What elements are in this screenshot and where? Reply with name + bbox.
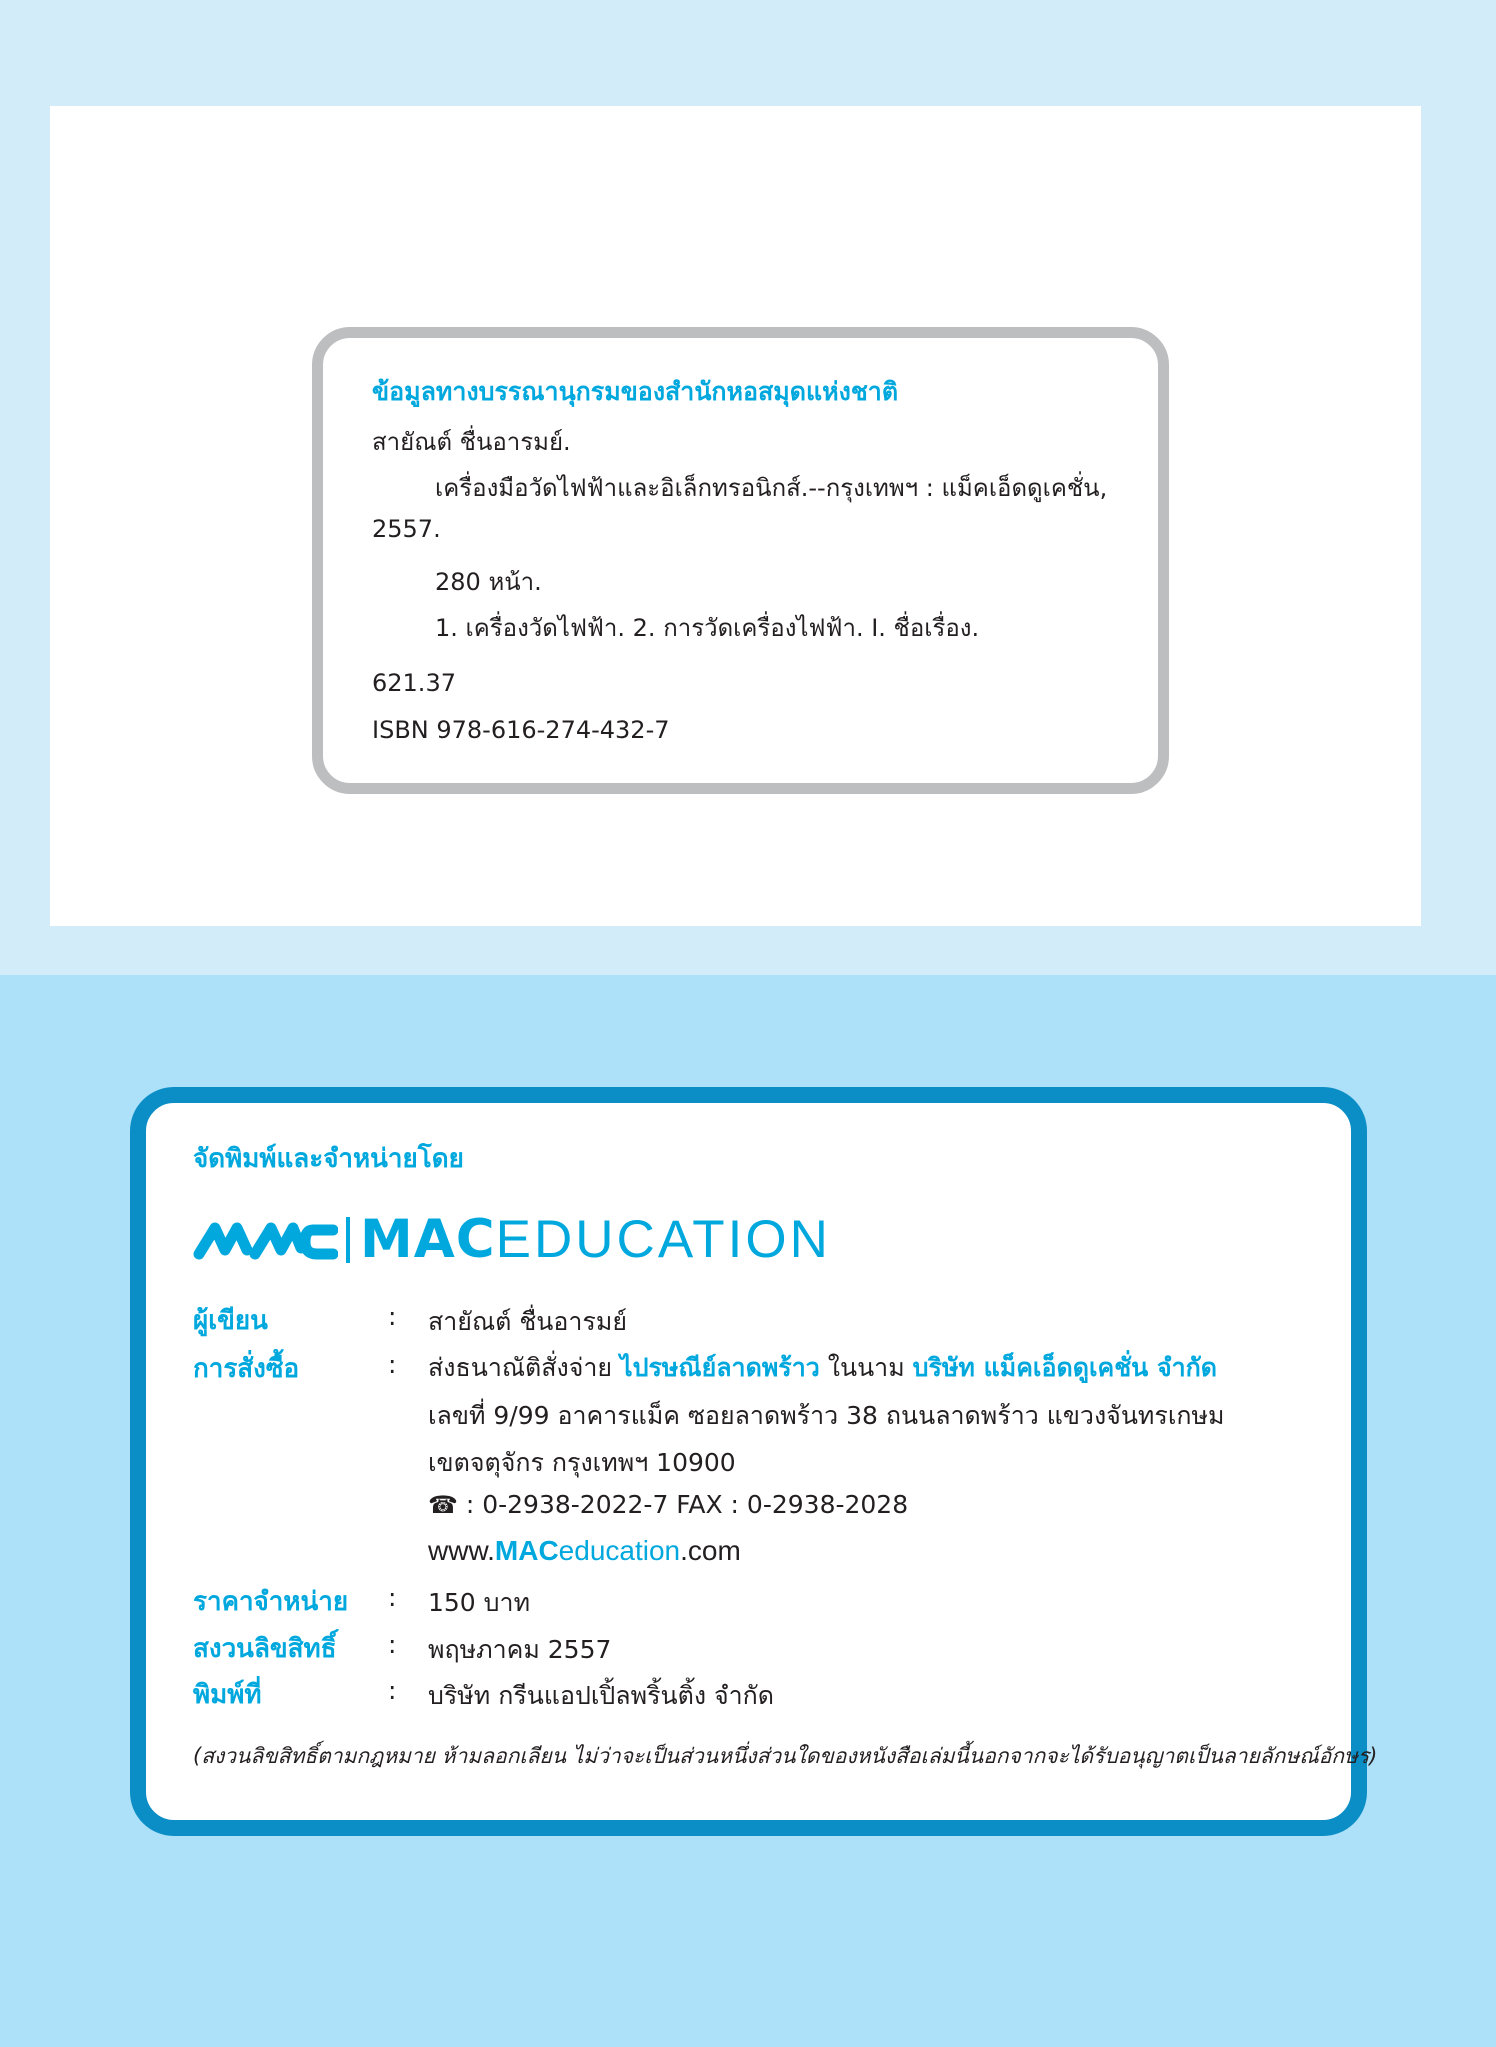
telephone-icon: ☎ [428,1491,458,1519]
logo-wordmark-light: EDUCATION [495,1210,831,1269]
copyright-value: พฤษภาคม 2557 [428,1635,612,1664]
publisher-heading: จัดพิมพ์และจำหน่ายโดย [193,1144,464,1174]
website-link[interactable] [428,1535,741,1567]
mac-logo-mark-icon [193,1212,338,1268]
logo-wordmark [360,1209,831,1270]
order-in-name: ในนาม [827,1353,905,1382]
print-label: พิมพ์ที่ [193,1680,262,1710]
cip-pages: 280 หน้า. [435,568,542,596]
order-value [428,1348,1217,1388]
print-value: บริษัท กรีนแอปเปิ้ลพริ้นติ้ง จำกัด [428,1681,775,1710]
phone-fax: : 0-2938-2022-7 FAX : 0-2938-2028 [465,1490,909,1519]
order-colon: : [388,1350,397,1379]
copyright-colon: : [388,1630,397,1659]
phone-row [428,1490,908,1519]
address-line-1: เลขที่ 9/99 อาคารแม็ค ซอยลาดพร้าว 38 ถนนลาดพร้าว แขวงจันทรเกษม [428,1401,1225,1430]
cip-author: สายัณต์ ชื่นอารมย์. [372,428,571,456]
order-prefix: ส่งธนาณัติสั่งจ่าย [428,1353,613,1382]
cip-classification: 621.37 [372,669,456,697]
cip-title: ข้อมูลทางบรรณานุกรมของสำนักหอสมุดแห่งชาติ [372,377,899,406]
web-mac: MAC [494,1535,559,1566]
cip-book-line: เครื่องมือวัดไฟฟ้าและอิเล็กทรอนิกส์.--กรุงเทพฯ : แม็คเอ็ดดูเคชั่น, [435,474,1108,502]
order-label: การสั่งซื้อ [193,1354,300,1384]
author-label: ผู้เขียน [193,1306,268,1336]
copyright-label: สงวนลิขสิทธิ์ [193,1634,337,1664]
print-colon: : [388,1676,397,1705]
logo-wordmark-bold: MAC [360,1209,496,1270]
logo-divider [346,1217,350,1263]
address-line-2: เขตจตุจักร กรุงเทพฯ 10900 [428,1448,736,1477]
price-colon: : [388,1583,397,1612]
web-suffix: .com [680,1535,741,1566]
copyright-note: (สงวนลิขสิทธิ์ตามกฎหมาย ห้ามลอกเลียน ไม่ว่าจะเป็นส่วนหนึ่งส่วนใดของหนังสือเล่มนี้นอกจากจะได้รับอนุญาตเป็นลายลักษณ์อักษร) [193,1744,1378,1768]
cip-subjects: 1. เครื่องวัดไฟฟ้า. 2. การวัดเครื่องไฟฟ้า. I. ชื่อเรื่อง. [435,614,980,642]
mac-education-logo [193,1209,831,1270]
cip-year: 2557. [372,515,441,543]
publisher-frame [130,1087,1367,1836]
cip-isbn: ISBN 978-616-274-432-7 [372,716,670,744]
order-company: บริษัท แม็คเอ็ดดูเคชั่น จำกัด [912,1353,1218,1382]
author-value: สายัณต์ ชื่นอารมย์ [428,1307,627,1336]
web-education: education [558,1535,681,1566]
author-colon: : [388,1302,397,1331]
web-prefix: www. [428,1535,495,1566]
price-value: 150 บาท [428,1588,531,1617]
order-post-office: ไปรษณีย์ลาดพร้าว [620,1353,820,1382]
price-label: ราคาจำหน่าย [193,1587,349,1617]
